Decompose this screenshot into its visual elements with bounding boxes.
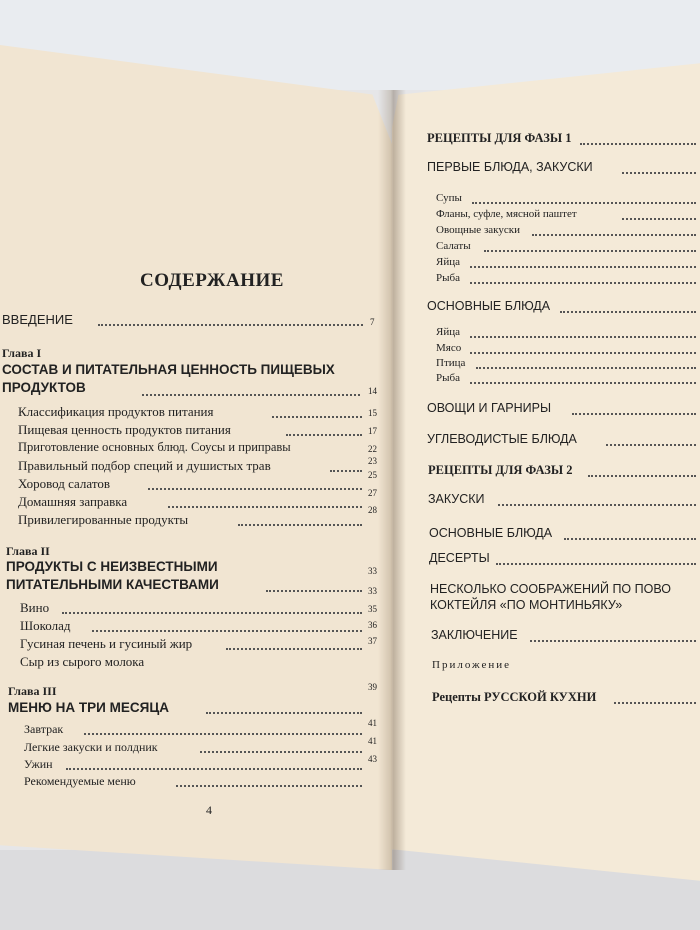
list-item: Мясо bbox=[436, 342, 462, 354]
list-item: Правильный подбор специй и душистых трав bbox=[18, 458, 271, 473]
list-item: Рыба bbox=[436, 272, 460, 284]
leader bbox=[564, 538, 696, 540]
leader bbox=[272, 416, 362, 418]
list-item: Хоровод салатов bbox=[18, 476, 110, 491]
leader bbox=[498, 504, 696, 506]
phase2-heading: РЕЦЕПТЫ ДЛЯ ФАЗЫ 2 bbox=[428, 463, 573, 477]
leader bbox=[168, 506, 362, 508]
page-ref: 23 bbox=[368, 456, 377, 466]
list-item: Приготовление основных блюд. Соусы и приправы bbox=[18, 440, 291, 454]
chapter2-heading-line2: ПИТАТЕЛЬНЫМИ КАЧЕСТВАМИ bbox=[6, 577, 219, 592]
leader bbox=[226, 648, 362, 650]
leader bbox=[470, 282, 696, 284]
page-ref: 41 bbox=[368, 718, 377, 728]
page-ref: 33 bbox=[368, 566, 377, 576]
list-item: Завтрак bbox=[24, 722, 64, 736]
page-number: 4 bbox=[206, 803, 212, 817]
chapter1-heading-line1: СОСТАВ И ПИТАТЕЛЬНАЯ ЦЕННОСТЬ ПИЩЕВЫХ bbox=[2, 362, 335, 377]
chapter1-label: Глава I bbox=[2, 346, 42, 360]
list-item: Ужин bbox=[24, 757, 53, 771]
leader bbox=[560, 311, 696, 313]
leader bbox=[66, 768, 362, 770]
list-item: Гусиная печень и гусиный жир bbox=[20, 636, 193, 651]
cocktail-heading-line2: КОКТЕЙЛЯ «ПО МОНТИНЬЯКУ» bbox=[430, 598, 623, 612]
page-ref: 28 bbox=[368, 505, 377, 515]
list-item: Рекомендуемые меню bbox=[24, 774, 136, 788]
leader bbox=[614, 702, 696, 704]
leader bbox=[622, 172, 696, 174]
page-ref: 15 bbox=[368, 408, 377, 418]
chapter1-heading-line2: ПРОДУКТОВ bbox=[2, 380, 86, 395]
leader bbox=[84, 733, 362, 735]
list-item: Овощные закуски bbox=[436, 224, 520, 236]
intro-label: ВВЕДЕНИЕ bbox=[2, 312, 73, 327]
appendix-label: Приложение bbox=[432, 659, 512, 671]
leader bbox=[470, 336, 696, 338]
leader bbox=[142, 394, 360, 396]
page-ref: 27 bbox=[368, 488, 377, 498]
page-ref: 7 bbox=[370, 317, 375, 327]
first-courses-heading: ПЕРВЫЕ БЛЮДА, ЗАКУСКИ bbox=[427, 160, 593, 174]
list-item: Яйца bbox=[436, 256, 460, 268]
vegetables-heading: ОВОЩИ И ГАРНИРЫ bbox=[427, 401, 552, 415]
leader bbox=[238, 524, 362, 526]
page-ref: 37 bbox=[368, 636, 377, 646]
list-item: Птица bbox=[436, 357, 466, 369]
carbs-heading: УГЛЕВОДИСТЫЕ БЛЮДА bbox=[427, 432, 577, 446]
leader bbox=[472, 202, 696, 204]
leader bbox=[532, 234, 696, 236]
leader bbox=[92, 630, 362, 632]
russian-cuisine-heading: Рецепты РУССКОЙ КУХНИ bbox=[432, 690, 597, 704]
page-ref: 43 bbox=[368, 754, 377, 764]
leader bbox=[176, 785, 362, 787]
leader bbox=[266, 590, 362, 592]
leader bbox=[496, 563, 696, 565]
list-item: Салаты bbox=[436, 240, 471, 252]
page-ref: 36 bbox=[368, 620, 377, 630]
book-gutter bbox=[378, 90, 406, 870]
page-ref: 14 bbox=[368, 386, 377, 396]
main2-heading: ОСНОВНЫЕ БЛЮДА bbox=[429, 526, 553, 540]
leader bbox=[470, 382, 696, 384]
chapter3-heading: МЕНЮ НА ТРИ МЕСЯЦА bbox=[8, 700, 169, 715]
list-item: Домашняя заправка bbox=[18, 494, 128, 509]
list-item: Классификация продуктов питания bbox=[18, 404, 214, 419]
list-item: Рыба bbox=[436, 372, 460, 384]
page-ref: 33 bbox=[368, 586, 377, 596]
list-item: Вино bbox=[20, 600, 50, 615]
phase1-heading: РЕЦЕПТЫ ДЛЯ ФАЗЫ 1 bbox=[427, 131, 572, 145]
leader bbox=[470, 266, 696, 268]
page-ref: 39 bbox=[368, 682, 377, 692]
leader bbox=[148, 488, 362, 490]
page-ref: 41 bbox=[368, 736, 377, 746]
chapter2-heading-line1: ПРОДУКТЫ С НЕИЗВЕСТНЫМИ bbox=[6, 559, 218, 574]
leader bbox=[98, 324, 363, 326]
conclusion-heading: ЗАКЛЮЧЕНИЕ bbox=[431, 628, 518, 642]
list-item: Яйца bbox=[436, 326, 460, 338]
list-item: Привилегированные продукты bbox=[18, 512, 189, 527]
toc-title: СОДЕРЖАНИЕ bbox=[140, 270, 284, 291]
main-courses-heading: ОСНОВНЫЕ БЛЮДА bbox=[427, 299, 551, 313]
leader bbox=[476, 367, 696, 369]
leader bbox=[286, 434, 362, 436]
leader bbox=[580, 143, 696, 145]
leader bbox=[588, 475, 696, 477]
page-ref: 17 bbox=[368, 426, 377, 436]
leader bbox=[62, 612, 362, 614]
page-ref: 22 bbox=[368, 444, 377, 454]
page-ref: 25 bbox=[368, 470, 377, 480]
list-item: Сыр из сырого молока bbox=[20, 654, 145, 669]
leader bbox=[330, 470, 362, 472]
chapter2-label: Глава II bbox=[6, 544, 50, 558]
leader bbox=[572, 413, 696, 415]
list-item: Супы bbox=[436, 192, 462, 204]
leader bbox=[206, 712, 362, 714]
leader bbox=[606, 444, 696, 446]
snacks-heading: ЗАКУСКИ bbox=[428, 492, 485, 506]
list-item: Пищевая ценность продуктов питания bbox=[18, 422, 231, 437]
leader bbox=[470, 352, 696, 354]
desserts-heading: ДЕСЕРТЫ bbox=[429, 551, 490, 565]
page-ref: 35 bbox=[368, 604, 377, 614]
cocktail-heading-line1: НЕСКОЛЬКО СООБРАЖЕНИЙ ПО ПОВО bbox=[430, 582, 671, 596]
leader bbox=[530, 640, 696, 642]
chapter3-label: Глава III bbox=[8, 684, 57, 698]
list-item: Шоколад bbox=[20, 618, 71, 633]
list-item: Легкие закуски и полдник bbox=[24, 740, 158, 754]
leader bbox=[200, 751, 362, 753]
list-item: Фланы, суфле, мясной паштет bbox=[436, 208, 577, 220]
leader bbox=[484, 250, 696, 252]
leader bbox=[622, 218, 696, 220]
